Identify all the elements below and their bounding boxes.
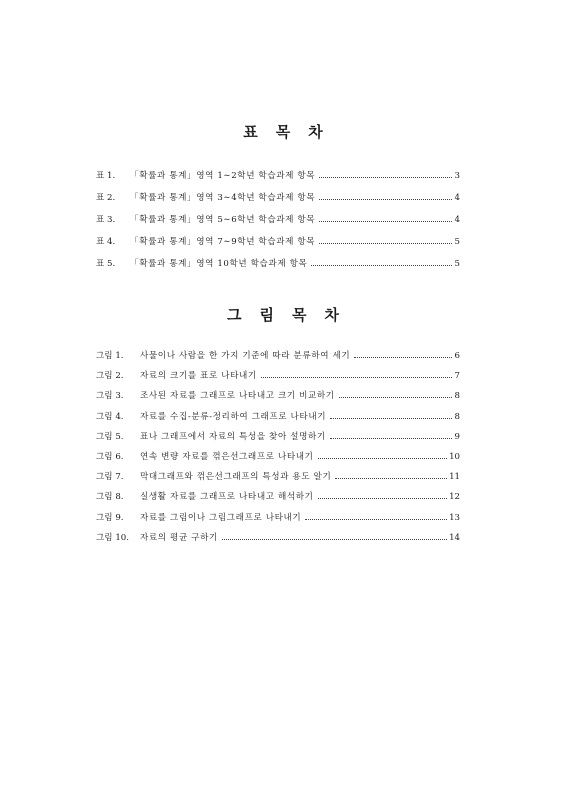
toc-entry[interactable] <box>96 237 460 248</box>
entry-page-number: 13 <box>449 512 460 523</box>
dot-leader <box>354 357 452 358</box>
entry-page-number: 8 <box>454 411 460 422</box>
entry-page-number: 14 <box>449 532 460 543</box>
entry-page-number: 5 <box>454 259 460 269</box>
entry-number: 그림 7. <box>96 472 124 483</box>
dot-leader <box>318 458 448 459</box>
title-char: 그 <box>227 306 242 324</box>
entry-page-number: 10 <box>449 451 460 462</box>
dot-leader <box>319 221 452 222</box>
table-of-tables-title <box>0 121 566 142</box>
table-of-figures-list <box>96 351 460 553</box>
entry-title: 자료의 크기를 표로 나타내기 <box>140 371 257 382</box>
toc-entry[interactable] <box>96 432 460 443</box>
entry-number: 그림 8. <box>96 492 124 503</box>
entry-title: 자료의 평균 구하기 <box>140 532 218 543</box>
entry-page-number: 11 <box>449 472 460 483</box>
toc-entry[interactable] <box>96 193 460 204</box>
entry-number: 그림 5. <box>96 431 124 442</box>
toc-entry[interactable] <box>96 391 460 402</box>
entry-title: 「확률과 통계」영역 7∼9학년 학습과제 항목 <box>130 237 316 247</box>
entry-page-number: 3 <box>454 171 460 181</box>
entry-title: 「확률과 통계」영역 10학년 학습과제 항목 <box>130 259 308 269</box>
entry-number: 표 1. <box>96 171 116 181</box>
toc-entry[interactable] <box>96 412 460 423</box>
entry-page-number: 6 <box>454 351 460 361</box>
dot-leader <box>319 243 452 244</box>
entry-page-number: 4 <box>454 215 460 225</box>
toc-entry[interactable] <box>96 171 460 182</box>
toc-entry[interactable] <box>96 513 460 524</box>
title-char: 표 <box>243 123 258 141</box>
dot-leader <box>318 498 448 499</box>
entry-number: 그림 4. <box>96 411 124 422</box>
toc-entry[interactable] <box>96 215 460 226</box>
entry-number: 그림 2. <box>96 371 124 382</box>
title-char: 림 <box>259 306 274 324</box>
title-char: 목 <box>292 306 307 324</box>
toc-entry[interactable] <box>96 492 460 503</box>
entry-number: 표 5. <box>96 259 116 269</box>
entry-page-number: 7 <box>454 371 460 382</box>
entry-title: 「확률과 통계」영역 5∼6학년 학습과제 항목 <box>130 215 316 225</box>
entry-number: 표 4. <box>96 237 116 247</box>
entry-number: 그림 6. <box>96 451 124 462</box>
entry-page-number: 9 <box>454 431 460 442</box>
entry-number: 그림 3. <box>96 391 124 402</box>
entry-page-number: 5 <box>454 237 460 247</box>
toc-entry[interactable] <box>96 351 460 362</box>
entry-number: 그림 9. <box>96 512 124 523</box>
entry-number: 표 2. <box>96 193 116 203</box>
toc-entry[interactable] <box>96 371 460 382</box>
title-char: 목 <box>275 123 291 141</box>
dot-leader <box>330 418 452 419</box>
entry-title: 막대그래프와 꺾은선그래프의 특성과 용도 알기 <box>140 472 332 483</box>
entry-title: 「확률과 통계」영역 3∼4학년 학습과제 항목 <box>130 193 316 203</box>
entry-title: 연속 변량 자료를 꺾은선그래프로 나타내기 <box>140 451 314 462</box>
entry-title: 사물이나 사람을 한 가지 기준에 따라 분류하여 세기 <box>140 351 351 361</box>
dot-leader <box>339 397 452 398</box>
entry-title: 자료를 그림이나 그림그래프로 나타내기 <box>140 512 302 523</box>
toc-entry[interactable] <box>96 533 460 544</box>
entry-title: 조사된 자료를 그래프로 나타내고 크기 비교하기 <box>140 391 335 402</box>
title-char: 차 <box>324 306 339 324</box>
entry-title: 「확률과 통계」영역 1∼2학년 학습과제 항목 <box>130 171 316 181</box>
entry-title: 표나 그래프에서 자료의 특성을 찾아 설명하기 <box>140 431 326 442</box>
entry-page-number: 8 <box>454 391 460 402</box>
entry-number: 표 3. <box>96 215 116 225</box>
entry-title: 실생활 자료를 그래프로 나타내고 해석하기 <box>140 492 314 503</box>
entry-number: 그림 1. <box>96 351 124 361</box>
toc-entry[interactable] <box>96 259 460 270</box>
dot-leader <box>311 265 452 266</box>
dot-leader <box>261 377 452 378</box>
toc-entry[interactable] <box>96 452 460 463</box>
dot-leader <box>335 478 447 479</box>
table-of-tables-list <box>96 171 460 281</box>
toc-entry[interactable] <box>96 472 460 483</box>
entry-page-number: 4 <box>454 193 460 203</box>
entry-page-number: 12 <box>449 492 460 503</box>
dot-leader <box>330 438 452 439</box>
dot-leader <box>319 177 452 178</box>
entry-number: 그림 10. <box>96 532 130 543</box>
dot-leader <box>319 199 452 200</box>
entry-title: 자료를 수집-분류-정리하여 그래프로 나타내기 <box>140 411 327 422</box>
dot-leader <box>222 539 447 540</box>
title-char: 차 <box>308 123 323 141</box>
dot-leader <box>305 519 447 520</box>
table-of-figures-title <box>0 304 566 325</box>
